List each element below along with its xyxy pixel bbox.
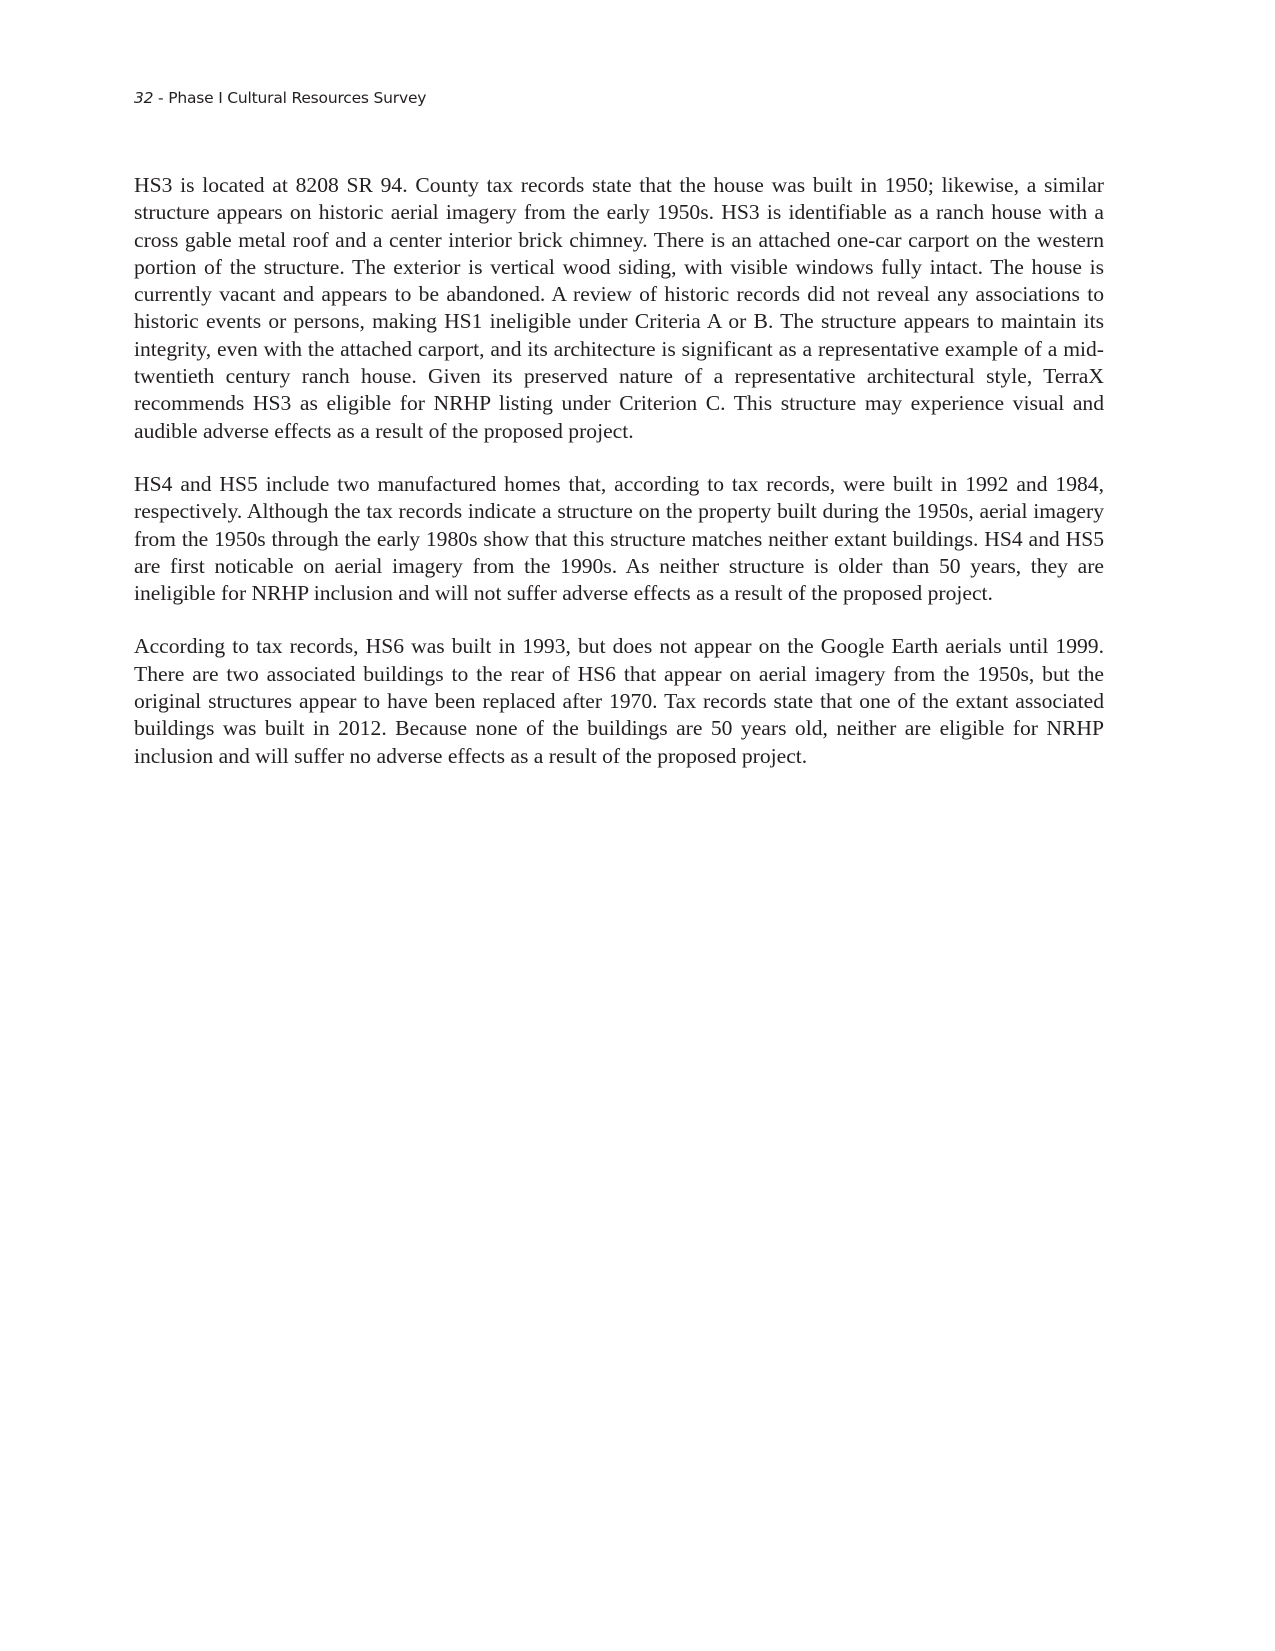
paragraph-hs3: HS3 is located at 8208 SR 94. County tax records state that the house was built in 1950; likewise, a similar structure appears on historic aerial imagery from the early 1950s. HS3 is identifiable as a ranch house with a cross gable metal roof and a center interior brick chimney. There is an attached one-car carport on the western portion of the structure. The exterior is vertical wood siding, with visible windows fully intact. The house is currently vacant and appears to be abandoned. A review of historic records did not reveal any associations to historic events or persons, making HS1 ineligible under Criteria A or B. The structure appears to maintain its integrity, even with the attached carport, and its architecture is significant as a representative example of a mid-twentieth century ranch house. Given its preserved nature of a representative architectural style, TerraX recommends HS3 as eligible for NRHP listing under Criterion C. This structure may experience visual and audible adverse effects as a result of the proposed project. [134,173,1104,443]
document-title: Phase I Cultural Resources Survey [168,89,427,107]
header-separator: - [153,89,169,107]
page-number: 32 [134,89,154,107]
body-text [134,172,1104,796]
running-header [134,89,426,107]
paragraph-hs6: According to tax records, HS6 was built in 1993, but does not appear on the Google Earth aerials until 1999. There are two associated buildings to the rear of HS6 that appear on aerial imagery from the 1950s, but the original structures appear to have been replaced after 1970. Tax records state that one of the extant associated buildings was built in 2012. Because none of the buildings are 50 years old, neither are eligible for NRHP inclusion and will suffer no adverse effects as a result of the proposed project. [134,634,1104,768]
paragraph-hs4-hs5: HS4 and HS5 include two manufactured homes that, according to tax records, were built in 1992 and 1984, respectively. Although the tax records indicate a structure on the property built during the 1950s, aerial imagery from the 1950s through the early 1980s show that this structure matches neither extant buildings. HS4 and HS5 are first noticable on aerial imagery from the 1990s. As neither structure is older than 50 years, they are ineligible for NRHP inclusion and will not suffer adverse effects as a result of the proposed project. [134,471,1104,606]
